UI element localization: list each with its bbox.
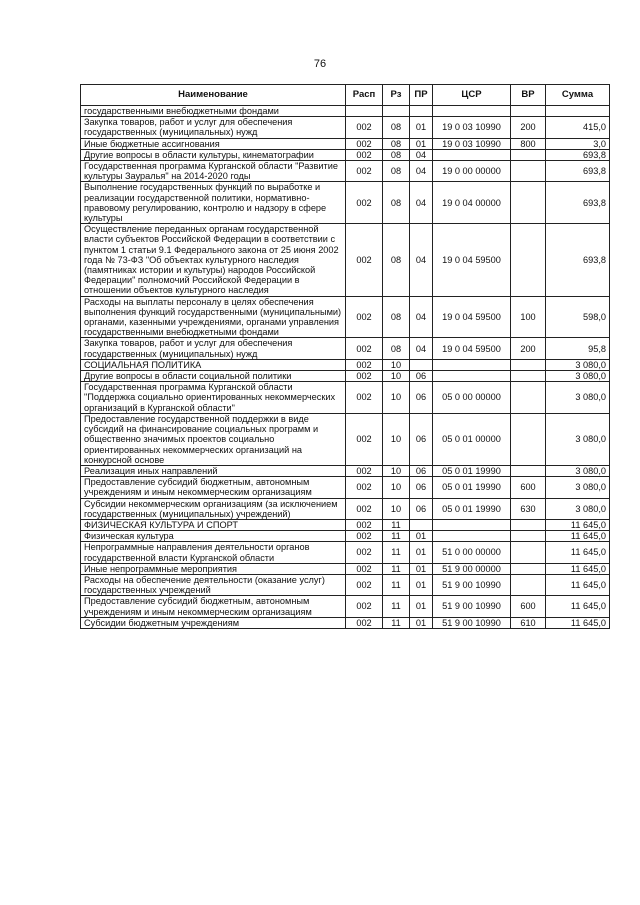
cell-rasp: 002 bbox=[346, 465, 383, 476]
cell-vr bbox=[511, 531, 546, 542]
cell-vr bbox=[511, 161, 546, 182]
cell-csr bbox=[433, 519, 511, 530]
cell-csr: 19 0 04 59500 bbox=[433, 296, 511, 338]
table-row bbox=[81, 117, 610, 138]
table-row bbox=[81, 296, 610, 338]
cell-rasp: 002 bbox=[346, 498, 383, 519]
cell-rasp: 002 bbox=[346, 563, 383, 574]
table-row bbox=[81, 596, 610, 617]
cell-csr: 51 0 00 00000 bbox=[433, 542, 511, 563]
column-header-sum: Сумма bbox=[546, 85, 610, 106]
column-header-rz: Рз bbox=[383, 85, 410, 106]
cell-rz: 11 bbox=[383, 617, 410, 628]
cell-rasp: 002 bbox=[346, 574, 383, 595]
cell-pr: 06 bbox=[410, 382, 433, 414]
table-row bbox=[81, 359, 610, 370]
cell-csr: 51 9 00 00000 bbox=[433, 563, 511, 574]
cell-pr bbox=[410, 519, 433, 530]
cell-csr: 05 0 01 00000 bbox=[433, 413, 511, 465]
cell-name: Иные непрограммные мероприятия bbox=[81, 563, 346, 574]
table-row bbox=[81, 519, 610, 530]
cell-pr: 04 bbox=[410, 224, 433, 296]
table-body bbox=[81, 106, 610, 629]
cell-name: Предоставление субсидий бюджетным, автономным учреждениям и иным некоммерческим организациям bbox=[81, 477, 346, 498]
cell-sum: 11 645,0 bbox=[546, 596, 610, 617]
cell-rz: 10 bbox=[383, 359, 410, 370]
cell-pr: 06 bbox=[410, 371, 433, 382]
cell-rz: 08 bbox=[383, 338, 410, 359]
cell-sum bbox=[546, 106, 610, 117]
column-header-csr: ЦСР bbox=[433, 85, 511, 106]
cell-rz: 08 bbox=[383, 117, 410, 138]
cell-rasp: 002 bbox=[346, 338, 383, 359]
column-header-name: Наименование bbox=[81, 85, 346, 106]
cell-rasp: 002 bbox=[346, 617, 383, 628]
cell-rz: 11 bbox=[383, 531, 410, 542]
cell-pr: 01 bbox=[410, 531, 433, 542]
cell-sum: 3 080,0 bbox=[546, 477, 610, 498]
cell-name: Физическая культура bbox=[81, 531, 346, 542]
cell-rz: 11 bbox=[383, 519, 410, 530]
cell-pr: 06 bbox=[410, 465, 433, 476]
page-number: 76 bbox=[313, 58, 327, 70]
cell-rz: 11 bbox=[383, 574, 410, 595]
cell-csr bbox=[433, 106, 511, 117]
cell-name: Другие вопросы в области социальной политики bbox=[81, 371, 346, 382]
cell-pr: 04 bbox=[410, 161, 433, 182]
cell-vr bbox=[511, 224, 546, 296]
cell-rasp: 002 bbox=[346, 149, 383, 160]
cell-rasp: 002 bbox=[346, 371, 383, 382]
cell-pr: 06 bbox=[410, 477, 433, 498]
table-header-row bbox=[81, 85, 610, 106]
cell-rz: 08 bbox=[383, 161, 410, 182]
cell-name: СОЦИАЛЬНАЯ ПОЛИТИКА bbox=[81, 359, 346, 370]
cell-name: Государственная программа Курганской области "Развитие культуры Зауралья" на 2014-2020 годы bbox=[81, 161, 346, 182]
cell-rz: 10 bbox=[383, 498, 410, 519]
table-row bbox=[81, 413, 610, 465]
cell-name: Реализация иных направлений bbox=[81, 465, 346, 476]
table-row bbox=[81, 161, 610, 182]
cell-rz: 10 bbox=[383, 382, 410, 414]
cell-rasp: 002 bbox=[346, 161, 383, 182]
column-header-vr: ВР bbox=[511, 85, 546, 106]
cell-pr: 06 bbox=[410, 498, 433, 519]
cell-name: Расходы на обеспечение деятельности (оказание услуг) государственных учреждений bbox=[81, 574, 346, 595]
cell-vr: 800 bbox=[511, 138, 546, 149]
cell-vr bbox=[511, 382, 546, 414]
cell-pr: 01 bbox=[410, 617, 433, 628]
table-row bbox=[81, 465, 610, 476]
cell-name: Непрограммные направления деятельности органов государственной власти Курганской области bbox=[81, 542, 346, 563]
cell-vr bbox=[511, 519, 546, 530]
cell-sum: 693,8 bbox=[546, 224, 610, 296]
cell-sum: 11 645,0 bbox=[546, 542, 610, 563]
cell-rz: 11 bbox=[383, 542, 410, 563]
cell-rasp: 002 bbox=[346, 296, 383, 338]
column-header-rasp: Расп bbox=[346, 85, 383, 106]
cell-pr: 01 bbox=[410, 574, 433, 595]
cell-rz: 10 bbox=[383, 477, 410, 498]
cell-pr: 01 bbox=[410, 138, 433, 149]
cell-name: Иные бюджетные ассигнования bbox=[81, 138, 346, 149]
cell-csr bbox=[433, 149, 511, 160]
cell-csr: 51 9 00 10990 bbox=[433, 574, 511, 595]
cell-name: Предоставление субсидий бюджетным, автономным учреждениям и иным некоммерческим организациям bbox=[81, 596, 346, 617]
cell-rasp: 002 bbox=[346, 477, 383, 498]
cell-sum: 3 080,0 bbox=[546, 359, 610, 370]
table-row bbox=[81, 138, 610, 149]
cell-vr bbox=[511, 465, 546, 476]
cell-sum: 3 080,0 bbox=[546, 413, 610, 465]
cell-sum: 11 645,0 bbox=[546, 531, 610, 542]
table-row bbox=[81, 542, 610, 563]
cell-vr bbox=[511, 574, 546, 595]
cell-rasp: 002 bbox=[346, 182, 383, 224]
column-header-pr: ПР bbox=[410, 85, 433, 106]
cell-rasp: 002 bbox=[346, 531, 383, 542]
cell-rasp: 002 bbox=[346, 359, 383, 370]
cell-pr bbox=[410, 359, 433, 370]
cell-rz bbox=[383, 106, 410, 117]
cell-rasp: 002 bbox=[346, 224, 383, 296]
cell-rasp: 002 bbox=[346, 382, 383, 414]
table-row bbox=[81, 617, 610, 628]
cell-csr: 05 0 01 19990 bbox=[433, 465, 511, 476]
cell-vr bbox=[511, 371, 546, 382]
cell-sum: 11 645,0 bbox=[546, 563, 610, 574]
cell-sum: 11 645,0 bbox=[546, 617, 610, 628]
table-row bbox=[81, 498, 610, 519]
cell-name: Субсидии некоммерческим организациям (за исключением государственных (муниципальных) учреждений) bbox=[81, 498, 346, 519]
cell-csr: 19 0 04 59500 bbox=[433, 224, 511, 296]
cell-vr bbox=[511, 413, 546, 465]
cell-rz: 10 bbox=[383, 465, 410, 476]
cell-rz: 08 bbox=[383, 296, 410, 338]
cell-vr: 630 bbox=[511, 498, 546, 519]
cell-sum: 3 080,0 bbox=[546, 371, 610, 382]
cell-sum: 693,8 bbox=[546, 182, 610, 224]
cell-sum: 11 645,0 bbox=[546, 574, 610, 595]
cell-rasp: 002 bbox=[346, 138, 383, 149]
cell-pr: 04 bbox=[410, 296, 433, 338]
table-row bbox=[81, 563, 610, 574]
table-row bbox=[81, 224, 610, 296]
cell-rz: 08 bbox=[383, 182, 410, 224]
cell-pr: 04 bbox=[410, 149, 433, 160]
cell-sum: 415,0 bbox=[546, 117, 610, 138]
cell-vr: 200 bbox=[511, 117, 546, 138]
cell-csr: 05 0 00 00000 bbox=[433, 382, 511, 414]
cell-name: Закупка товаров, работ и услуг для обеспечения государственных (муниципальных) нужд bbox=[81, 338, 346, 359]
cell-csr: 19 0 00 00000 bbox=[433, 161, 511, 182]
cell-name: Выполнение государственных функций по выработке и реализации государственной политики, нормативно-правовому регулированию, контролю и надзору в сфере культуры bbox=[81, 182, 346, 224]
cell-sum: 3,0 bbox=[546, 138, 610, 149]
cell-csr: 51 9 00 10990 bbox=[433, 596, 511, 617]
cell-csr: 05 0 01 19990 bbox=[433, 498, 511, 519]
cell-vr: 610 bbox=[511, 617, 546, 628]
table-row bbox=[81, 477, 610, 498]
cell-sum: 598,0 bbox=[546, 296, 610, 338]
cell-pr: 06 bbox=[410, 413, 433, 465]
cell-vr: 200 bbox=[511, 338, 546, 359]
cell-rasp: 002 bbox=[346, 117, 383, 138]
cell-sum: 3 080,0 bbox=[546, 465, 610, 476]
cell-sum: 693,8 bbox=[546, 161, 610, 182]
cell-pr: 01 bbox=[410, 563, 433, 574]
cell-rasp: 002 bbox=[346, 596, 383, 617]
cell-pr bbox=[410, 106, 433, 117]
cell-rz: 11 bbox=[383, 563, 410, 574]
cell-pr: 01 bbox=[410, 542, 433, 563]
cell-csr: 19 0 04 59500 bbox=[433, 338, 511, 359]
cell-csr: 51 9 00 10990 bbox=[433, 617, 511, 628]
cell-vr: 100 bbox=[511, 296, 546, 338]
cell-csr bbox=[433, 531, 511, 542]
budget-table bbox=[80, 84, 610, 629]
cell-rz: 10 bbox=[383, 371, 410, 382]
cell-vr bbox=[511, 149, 546, 160]
cell-vr: 600 bbox=[511, 596, 546, 617]
cell-name: Субсидии бюджетным учреждениям bbox=[81, 617, 346, 628]
cell-name: Расходы на выплаты персоналу в целях обеспечения выполнения функций государственными (муниципальными) органами, казенными учреждениями, органами управления государственными внебюджетными фондами bbox=[81, 296, 346, 338]
cell-rasp: 002 bbox=[346, 413, 383, 465]
cell-rz: 08 bbox=[383, 224, 410, 296]
table-row bbox=[81, 106, 610, 117]
cell-sum: 693,8 bbox=[546, 149, 610, 160]
cell-pr: 04 bbox=[410, 182, 433, 224]
table-row bbox=[81, 149, 610, 160]
cell-name: Государственная программа Курганской области "Поддержка социально ориентированных некоммерческих организаций в Курганской области" bbox=[81, 382, 346, 414]
cell-vr bbox=[511, 182, 546, 224]
cell-csr: 05 0 01 19990 bbox=[433, 477, 511, 498]
table-row bbox=[81, 382, 610, 414]
cell-sum: 3 080,0 bbox=[546, 498, 610, 519]
cell-csr: 19 0 03 10990 bbox=[433, 117, 511, 138]
cell-name: ФИЗИЧЕСКАЯ КУЛЬТУРА И СПОРТ bbox=[81, 519, 346, 530]
cell-vr bbox=[511, 563, 546, 574]
cell-rz: 10 bbox=[383, 413, 410, 465]
cell-pr: 01 bbox=[410, 596, 433, 617]
cell-sum: 95,8 bbox=[546, 338, 610, 359]
cell-name: Закупка товаров, работ и услуг для обеспечения государственных (муниципальных) нужд bbox=[81, 117, 346, 138]
cell-csr bbox=[433, 359, 511, 370]
cell-csr: 19 0 04 00000 bbox=[433, 182, 511, 224]
cell-vr: 600 bbox=[511, 477, 546, 498]
cell-sum: 3 080,0 bbox=[546, 382, 610, 414]
table-row bbox=[81, 371, 610, 382]
cell-vr bbox=[511, 359, 546, 370]
table-row bbox=[81, 338, 610, 359]
cell-rz: 11 bbox=[383, 596, 410, 617]
cell-name: Другие вопросы в области культуры, кинематографии bbox=[81, 149, 346, 160]
cell-name: Осуществление переданных органам государственной власти субъектов Российской Федерации в соответствии с пунктом 1 статьи 9.1 Федерального закона от 25 июня 2002 года № 73-ФЗ "Об объектах культурного наследия (памятниках истории и культуры) народов Российской Федерации" полномочий Российской Федерации в отношении объектов культурного наследия bbox=[81, 224, 346, 296]
cell-sum: 11 645,0 bbox=[546, 519, 610, 530]
cell-pr: 01 bbox=[410, 117, 433, 138]
cell-name: государственными внебюджетными фондами bbox=[81, 106, 346, 117]
cell-rz: 08 bbox=[383, 138, 410, 149]
table-row bbox=[81, 531, 610, 542]
table-row bbox=[81, 574, 610, 595]
cell-rasp bbox=[346, 106, 383, 117]
cell-csr bbox=[433, 371, 511, 382]
cell-csr: 19 0 03 10990 bbox=[433, 138, 511, 149]
cell-vr bbox=[511, 542, 546, 563]
cell-rasp: 002 bbox=[346, 519, 383, 530]
cell-name: Предоставление государственной поддержки в виде субсидий на финансирование социальных программ и общественно значимых проектов социально ориентированных некоммерческих организаций на конкурсной основе bbox=[81, 413, 346, 465]
cell-rasp: 002 bbox=[346, 542, 383, 563]
cell-pr: 04 bbox=[410, 338, 433, 359]
cell-vr bbox=[511, 106, 546, 117]
table-row bbox=[81, 182, 610, 224]
cell-rz: 08 bbox=[383, 149, 410, 160]
